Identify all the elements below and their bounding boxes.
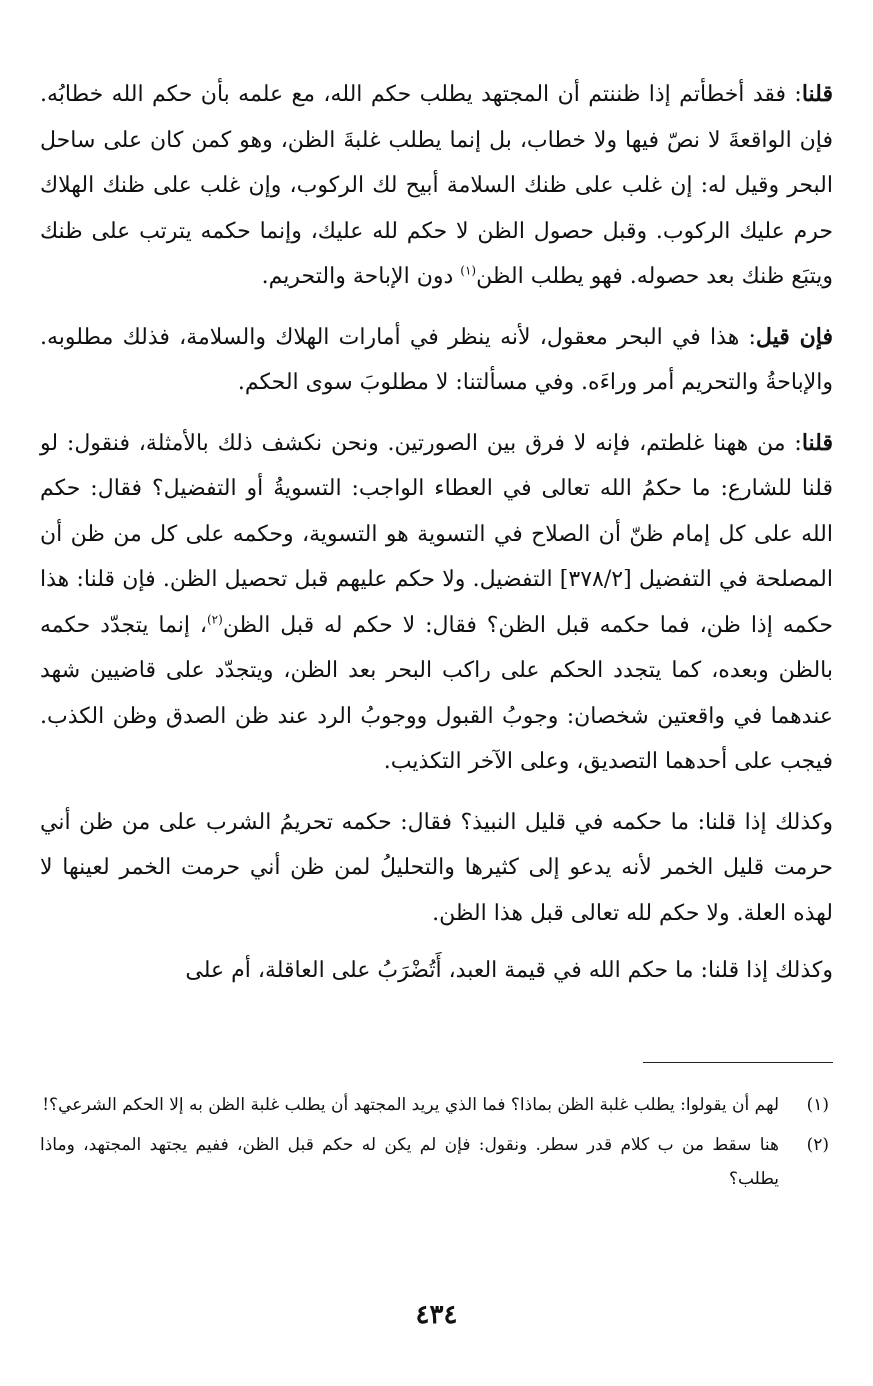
paragraph-tail: دون الإباحة والتحريم. <box>261 264 461 289</box>
footnotes <box>40 1088 833 1202</box>
paragraph-4 <box>40 800 833 937</box>
footnote-1 <box>40 1088 833 1122</box>
paragraph-tail: ، إنما يتجدّد حكمه بالظن وبعده، كما يتجدد الحكم على راكب البحر بعد الظن، ويتجدّد على قاضيين شهد عندهما في واقعتين شخصان: وجوبُ القبول ووجوبُ الرد عند ظن الصدق وظن الكذب. فيجب على أحدهما التصديق، وعلى الآخر التكذيب. <box>40 612 833 774</box>
paragraph-5 <box>40 948 833 994</box>
paragraph-lead: قلنا <box>801 81 833 107</box>
paragraph-text: وكذلك إذا قلنا: ما حكم الله في قيمة العبد، أَتُضْرَبُ على العاقلة، أم على <box>185 958 833 983</box>
footnote-separator <box>643 1062 833 1063</box>
footnote-number: (١) <box>806 1095 829 1115</box>
paragraph-text: وكذلك إذا قلنا: ما حكمه في قليل النبيذ؟ فقال: حكمه تحريمُ الشرب على من ظن أني حرمت قليل الخمر لأنه يدعو إلى كثيرها والتحليلُ لمن ظن أني حرمت الخمر لعينها لا لهذه العلة. ولا حكم لله تعالى قبل هذا الظن. <box>40 809 833 926</box>
paragraph-text: : فقد أخطأتم إذا ظننتم أن المجتهد يطلب حكم الله، مع علمه بأن حكم الله خطابُه. فإن الواقعةَ لا نصّ فيها ولا خطاب، بل إنما يطلب غلبةَ الظن، وهو كمن كان على ساحل البحر وقيل له: إن غلب على ظنك السلامة أبيح لك الركوب، وإن غلب على ظنك الهلاك حرم عليك الركوب. وقبل حصول الظن لا حكم لله عليك، وإنما حكمه يترتب على ظنك ويتبَع ظنك بعد حصوله. فهو يطلب الظن <box>40 82 833 289</box>
paragraph-lead: فإن قيل <box>755 323 833 350</box>
page-number: ٤٣٤ <box>415 1300 458 1330</box>
footnote-text: هنا سقط من ب كلام قدر سطر. ونقول: فإن لم يكن له حكم قبل الظن، ففيم يجتهد المجتهد، وماذا يطلب؟ <box>40 1135 779 1189</box>
main-text <box>40 72 833 994</box>
paragraph-1 <box>40 72 833 300</box>
paragraph-3 <box>40 421 833 785</box>
footnote-ref-1[interactable]: (١) <box>460 263 477 278</box>
footnote-2 <box>40 1128 833 1196</box>
footnote-text: لهم أن يقولوا: يطلب غلبة الظن بماذا؟ فما الذي يريد المجتهد أن يطلب غلبة الظن به إلا الحكم الشرعي؟! <box>42 1095 779 1115</box>
footnote-ref-2[interactable]: (٢) <box>206 612 223 627</box>
paragraph-2 <box>40 315 833 406</box>
footnote-number: (٢) <box>806 1135 829 1155</box>
paragraph-lead: قلنا <box>801 429 833 456</box>
paragraph-text: : من ههنا غلطتم، فإنه لا فرق بين الصورتين. ونحن نكشف ذلك بالأمثلة، فنقول: لو قلنا للشارع: ما حكمُ الله تعالى في العطاء الواجب: التسويةُ أو التفضيل؟ فقال: حكم الله على كل إمام ظنّ أن الصلاح في التسوية هو التسوية، وحكمه على كل من ظن أن المصلحة في التفضيل [٣٧٨/٢] التفضيل. ولا حكم عليهم قبل تحصيل الظن. فإن قلنا: هذا حكمه إذا ظن، فما حكمه قبل الظن؟ فقال: لا حكم له قبل الظن <box>40 430 833 638</box>
paragraph-text: : هذا في البحر معقول، لأنه ينظر في أمارات الهلاك والسلامة، فذلك مطلوبه. والإباحةُ والتحريم أمر وراءَه. وفي مسألتنا: لا مطلوبَ سوى الحكم. <box>40 324 833 395</box>
book-page <box>40 72 833 1362</box>
